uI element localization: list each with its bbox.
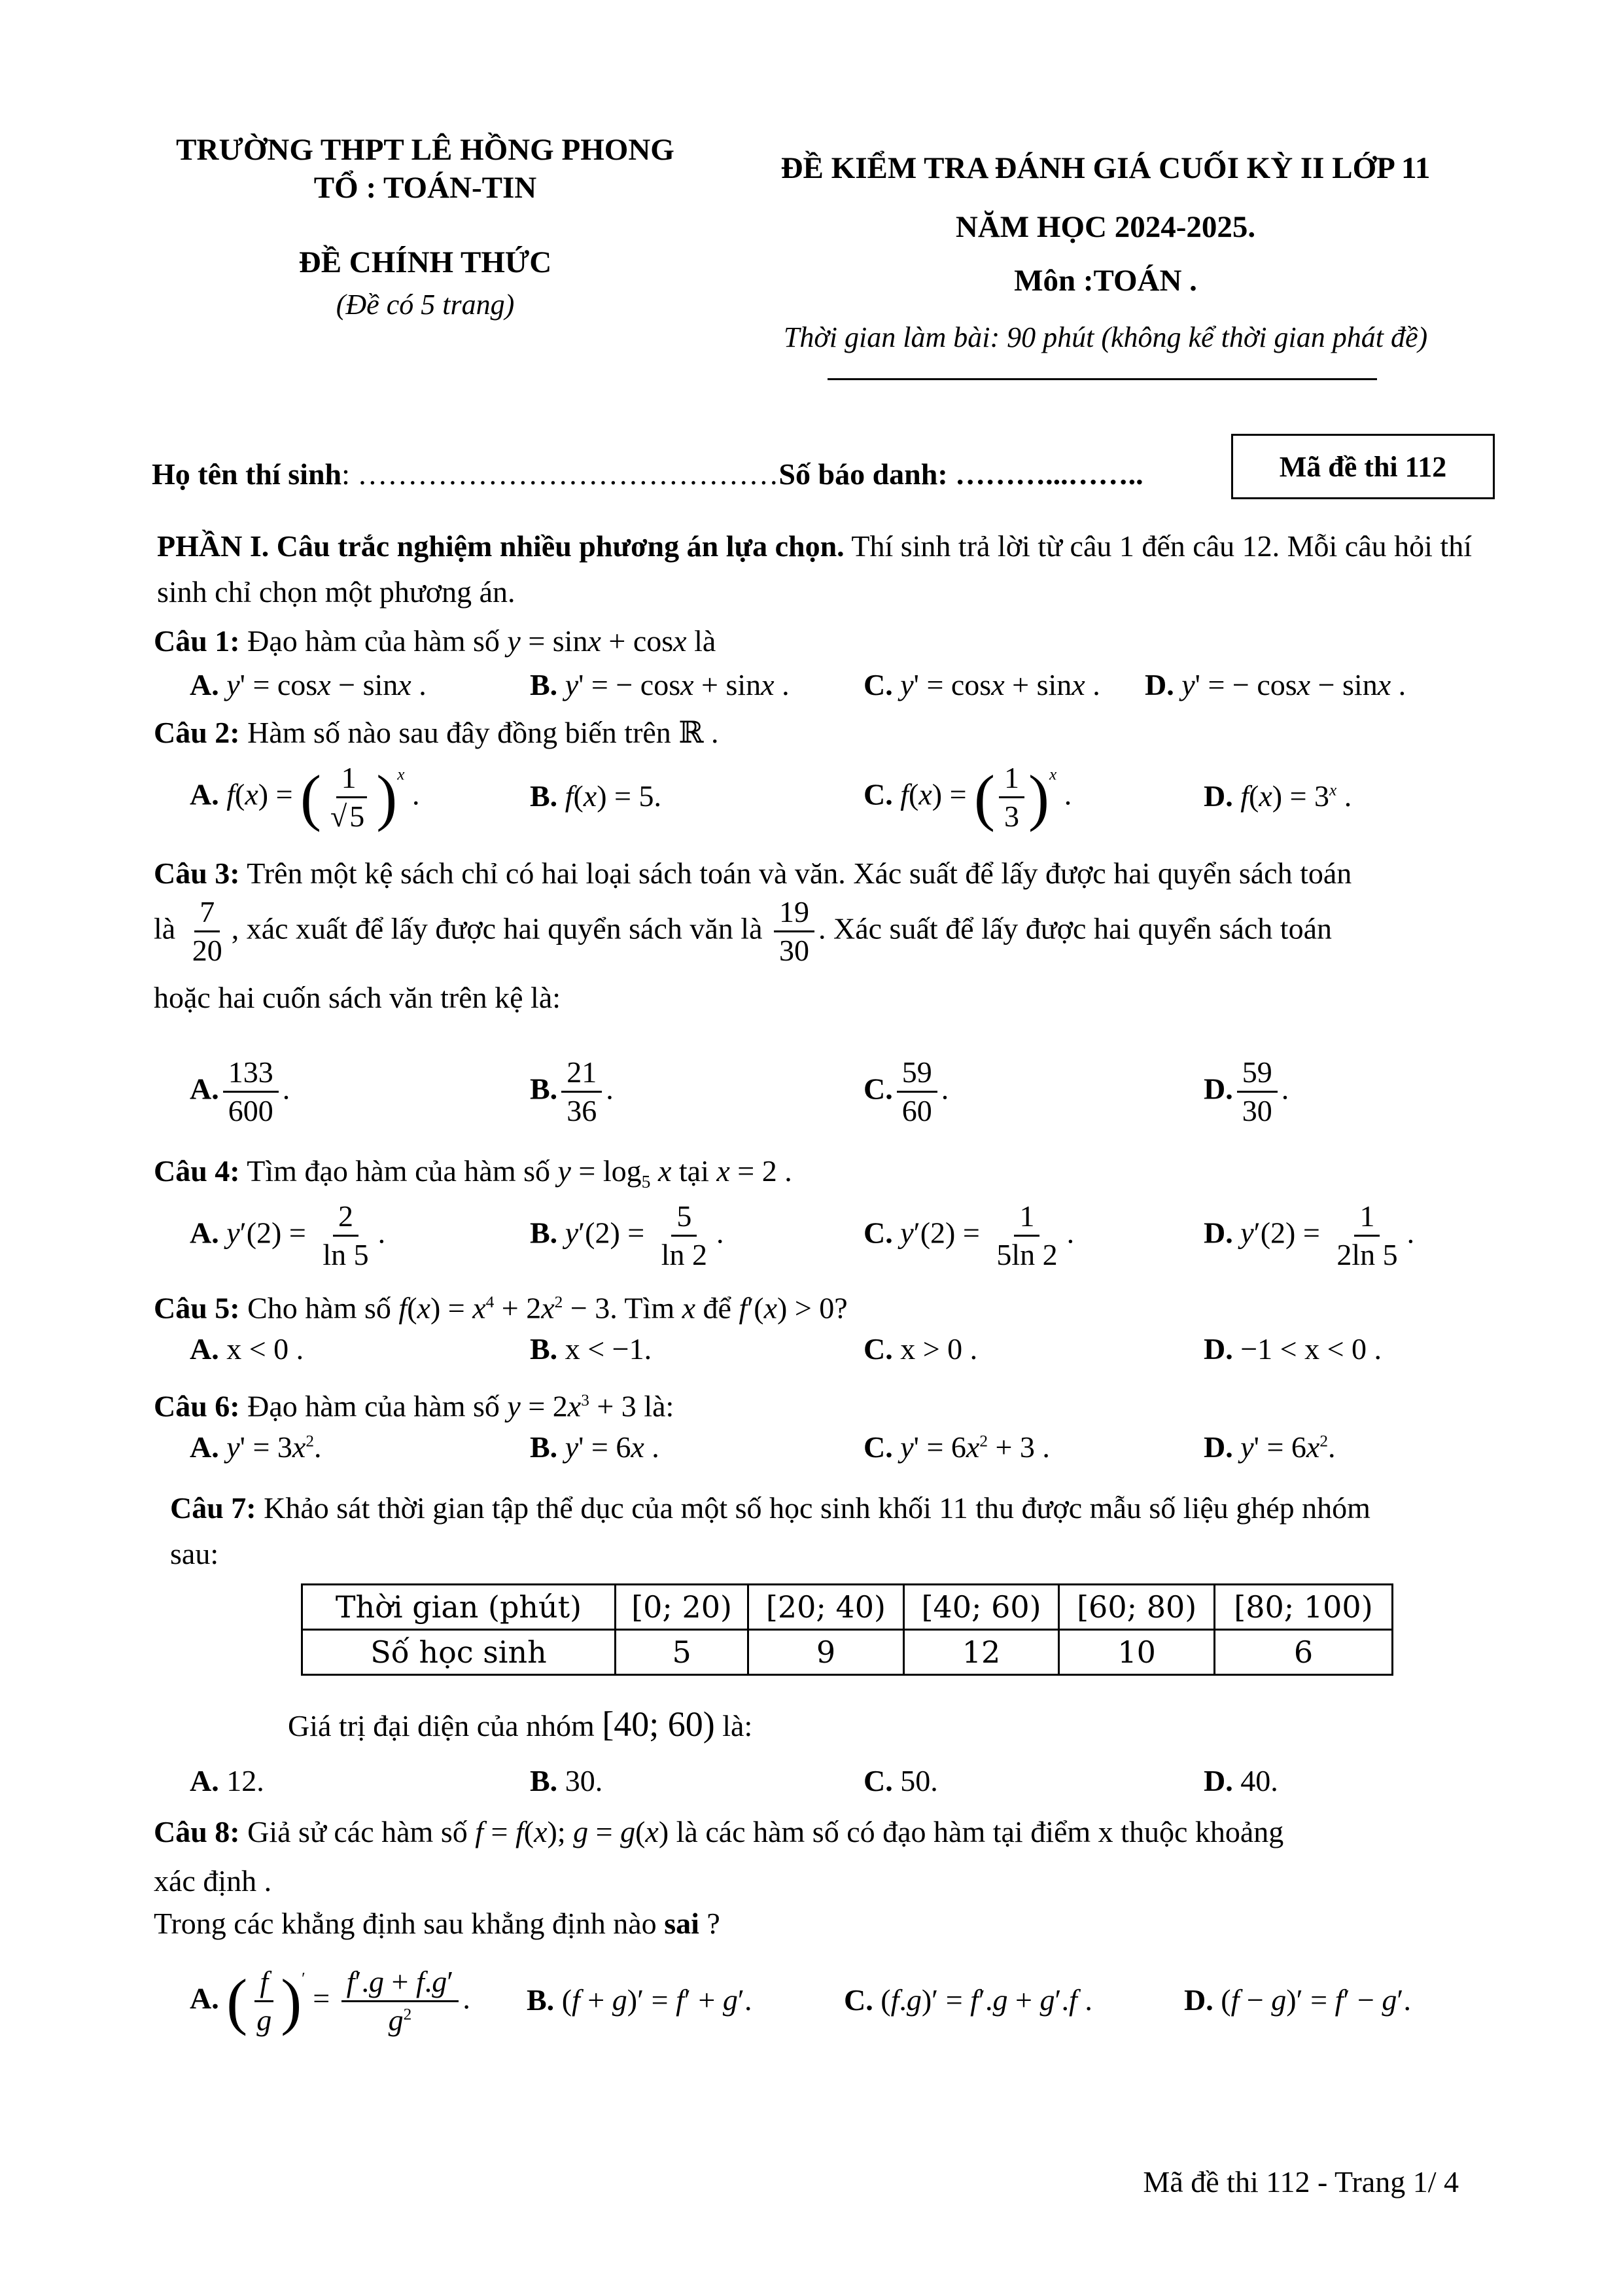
- formula: f: [475, 1815, 484, 1848]
- q7-option-c[interactable]: [864, 1763, 938, 1798]
- question-label: Câu 1:: [154, 624, 240, 658]
- candidate-id: Số báo danh: ………...……..: [778, 457, 1143, 491]
- option-label: B.: [530, 1332, 558, 1366]
- exam-title: ĐỀ KIỂM TRA ĐÁNH GIÁ CUỐI KỲ II LỚP 11: [780, 151, 1431, 185]
- question-label: Câu 8:: [154, 1815, 240, 1848]
- fraction-numerator: 21: [561, 1057, 602, 1093]
- table-cell: 5: [616, 1630, 748, 1675]
- q6-option-c[interactable]: C. $y' = 6x^2 + 3$ .: [864, 1430, 1050, 1464]
- q4-option-b[interactable]: B. y′(2) = $\frac{5}{\ln 2}$ .: [530, 1199, 724, 1272]
- q7-option-a[interactable]: [190, 1763, 264, 1798]
- question-8-line2: xác định .: [154, 1864, 272, 1898]
- fraction-numerator: 59: [1237, 1057, 1278, 1093]
- fraction-denominator: 20: [192, 934, 222, 968]
- q5-option-d[interactable]: [1204, 1332, 1382, 1366]
- school-name: TRƯỜNG THPT LÊ HỒNG PHONG: [176, 133, 674, 167]
- option-label: C.: [864, 1072, 893, 1106]
- option-value: 40.: [1232, 1764, 1278, 1797]
- question-text: Đạo hàm của hàm số: [239, 624, 508, 658]
- option-value: 30.: [557, 1764, 603, 1797]
- fraction-denominator: 30: [779, 934, 809, 968]
- question-6: Câu 6: Đạo hàm của hàm số $y = 2x^3 + 3$ là:: [154, 1389, 674, 1423]
- question-text: Giá trị đại diện của nhóm: [288, 1709, 602, 1742]
- question-text: Khảo sát thời gian tập thể dục của một số học sinh khối 11 thu được mẫu số liệu ghép nhóm: [256, 1491, 1370, 1525]
- school-year: NĂM HỌC 2024-2025.: [955, 210, 1256, 244]
- q8-option-c[interactable]: C. (f.g)′ = f′.g + g′.f .: [844, 1983, 1092, 2017]
- question-text: Hàm số nào sau đây đồng biến trên ℝ .: [239, 716, 719, 749]
- fraction-numerator: 59: [897, 1057, 937, 1093]
- question-2: [154, 710, 719, 756]
- question-text: . Xác suất để lấy được hai quyển sách toán: [818, 911, 1332, 945]
- option-label: A.: [190, 1216, 219, 1250]
- q6-option-d[interactable]: D. $y' = 6x^2$.: [1204, 1430, 1336, 1464]
- q3-option-b[interactable]: B. $\frac{21}{36}$ .: [530, 1055, 614, 1128]
- question-8-line3: [154, 1901, 720, 1947]
- question-7: [170, 1485, 1370, 1531]
- q3-option-a[interactable]: A. $\frac{133}{600}$ .: [190, 1055, 290, 1128]
- option-label: D.: [1204, 1216, 1233, 1250]
- pages-note: (Đề có 5 trang): [336, 289, 515, 321]
- table-cell: [80; 100): [1214, 1585, 1392, 1630]
- option-label: A.: [190, 777, 219, 811]
- q3-option-d[interactable]: D. $\frac{59}{30}$ .: [1204, 1055, 1289, 1128]
- q2-option-d[interactable]: D. $f(x) = 3^x$ .: [1204, 779, 1352, 813]
- time-note: Thời gian làm bài: 90 phút (không kể thời gian phát đề): [783, 321, 1428, 353]
- option-label: C.: [864, 1764, 893, 1797]
- exam-code-box: Mã đề thi 112: [1231, 434, 1495, 499]
- question-label: Câu 2:: [154, 716, 240, 749]
- option-value: x < 0 .: [226, 1332, 304, 1366]
- time-frequency-table: [301, 1583, 1393, 1676]
- header-rule: [828, 378, 1377, 380]
- q4-option-a[interactable]: A. y′(2) = $\frac{2}{\ln 5}$ .: [190, 1199, 386, 1272]
- table-cell: [20; 40): [748, 1585, 904, 1630]
- table-cell: 9: [748, 1630, 904, 1675]
- q8-option-d[interactable]: D. (f − g)′ = f′ − g′.: [1184, 1983, 1411, 2017]
- q1-option-c[interactable]: C. y' = cosx + sinx .: [864, 668, 1100, 701]
- option-label: C.: [864, 1216, 893, 1250]
- fraction-denominator: 2ln 5: [1336, 1238, 1398, 1272]
- fraction-denominator: 30: [1242, 1094, 1272, 1128]
- q8-option-b[interactable]: B. (f + g)′ = f′ + g′.: [527, 1983, 752, 2017]
- option-label: C.: [844, 1983, 873, 2017]
- table-cell: [40; 60): [903, 1585, 1059, 1630]
- question-text: là: [686, 624, 716, 658]
- option-label: B.: [530, 668, 558, 701]
- option-label: B.: [527, 1983, 555, 2017]
- question-3-line2: [154, 896, 1332, 967]
- part1-instruction: Thí sinh trả lời từ câu 1 đến câu 12. Mỗi câu hỏi thí sinh chỉ chọn một phương án.: [157, 529, 1472, 609]
- option-label: C.: [864, 1332, 893, 1366]
- option-label: C.: [864, 1430, 893, 1464]
- name-label: Họ tên thí sinh: [152, 457, 342, 491]
- option-label: B.: [530, 1430, 558, 1464]
- option-label: C.: [864, 777, 893, 811]
- question-text: là: [154, 911, 183, 945]
- q2-option-b[interactable]: B. f(x) = 5.: [530, 779, 661, 813]
- option-label: C.: [864, 668, 893, 701]
- fraction-denominator: 60: [901, 1094, 932, 1128]
- question-7-prompt: [288, 1701, 752, 1749]
- option-label: D.: [1204, 1332, 1233, 1366]
- formula: y: [557, 1154, 571, 1188]
- table-cell: [60; 80): [1059, 1585, 1215, 1630]
- question-text: Giả sử các hàm số: [239, 1815, 476, 1848]
- option-label: A.: [190, 1764, 219, 1797]
- part1-title: PHẦN I. Câu trắc nghiệm nhiều phương án lựa chọn.: [157, 529, 845, 563]
- q5-option-a[interactable]: [190, 1332, 304, 1366]
- fraction-numerator: 7: [194, 896, 220, 932]
- question-label: Câu 7:: [170, 1491, 256, 1525]
- table-row: [302, 1585, 1393, 1630]
- option-label: A.: [190, 1072, 219, 1106]
- q2-option-c[interactable]: C. f(x) = ( $\frac{1}{3}$ )$^x$ .: [864, 761, 1072, 834]
- option-label: D.: [1204, 779, 1233, 813]
- option-value: x < −1.: [565, 1332, 652, 1366]
- fraction-numerator: 1: [1014, 1201, 1039, 1237]
- question-text: Tìm đạo hàm của hàm số: [239, 1154, 558, 1188]
- q2-option-a[interactable]: A. f(x) = ( $\frac{1}{√5}$ )$^x$ .: [190, 761, 420, 834]
- question-7-line2: sau:: [170, 1537, 219, 1570]
- table-cell: 6: [1214, 1630, 1392, 1675]
- fraction-numerator: 2: [333, 1201, 358, 1237]
- table-cell: Số học sinh: [302, 1630, 616, 1675]
- group-interval: [40; 60): [602, 1704, 715, 1744]
- question-text: Trong các khẳng định sau khẳng định nào: [154, 1907, 665, 1940]
- fraction-denominator: 5ln 2: [996, 1238, 1058, 1272]
- option-label: B.: [530, 1764, 558, 1797]
- option-label: A.: [190, 1430, 219, 1464]
- option-label: D.: [1204, 1072, 1233, 1106]
- q4-option-c[interactable]: C. y′(2) = $\frac{1}{5\ln 2}$ .: [864, 1199, 1075, 1272]
- table-cell: Thời gian (phút): [302, 1585, 616, 1630]
- question-label: Câu 5:: [154, 1291, 240, 1325]
- question-label: Câu 4:: [154, 1154, 240, 1188]
- question-4: Câu 4: Tìm đạo hàm của hàm số $y = \log_5 x$ tại x = 2 .: [154, 1154, 792, 1192]
- question-text: . Tìm: [610, 1291, 682, 1325]
- option-value: 50.: [892, 1764, 938, 1797]
- question-1: Câu 1: Đạo hàm của hàm số y = sinx + cosx là: [154, 624, 716, 658]
- student-info-line: [152, 451, 1143, 497]
- option-label: D.: [1204, 1430, 1233, 1464]
- q1-option-a[interactable]: A. y' = cosx − sinx .: [190, 668, 427, 701]
- official-label: ĐỀ CHÍNH THỨC: [298, 245, 552, 279]
- question-text: tại: [671, 1154, 717, 1188]
- table-row: [302, 1630, 1393, 1675]
- option-label: B.: [530, 779, 558, 813]
- fraction-numerator: 19: [774, 896, 814, 932]
- formula: y: [507, 624, 521, 658]
- option-label: D.: [1204, 1764, 1233, 1797]
- question-text: , xác xuất để lấy được hai quyển sách văn là: [231, 911, 770, 945]
- q6-option-b[interactable]: B. y' = 6x .: [530, 1430, 659, 1464]
- question-5: Câu 5: Cho hàm số $f(x) = x^4 + 2x^2 - 3$. Tìm x để f′(x) > 0?: [154, 1291, 848, 1325]
- table-cell: [0; 20): [616, 1585, 748, 1630]
- q7-option-b[interactable]: [530, 1763, 602, 1798]
- question-text: Trên một kệ sách chỉ có hai loại sách toán và văn. Xác suất để lấy được hai quyển sách toán: [239, 857, 1352, 890]
- department: TỔ : TOÁN-TIN: [313, 171, 537, 205]
- fraction-denominator: ln 2: [661, 1238, 708, 1272]
- question-text: để: [695, 1291, 739, 1325]
- question-text: là:: [714, 1709, 753, 1742]
- question-label: Câu 6:: [154, 1389, 240, 1423]
- question-text: Đạo hàm của hàm số: [239, 1389, 508, 1423]
- table-cell: 12: [903, 1630, 1059, 1675]
- q3-option-c[interactable]: C. $\frac{59}{60}$ .: [864, 1055, 949, 1128]
- q5-option-c[interactable]: [864, 1332, 977, 1366]
- question-label: Câu 3:: [154, 857, 240, 890]
- question-text: là:: [636, 1389, 674, 1423]
- page-footer: Mã đề thi 112 - Trang 1/ 4: [1143, 2165, 1459, 2199]
- q8-option-a[interactable]: A. ( $\frac{f}{g}$ )′ = $\frac{f'.g + f.g'}{g^2}$ .: [190, 1965, 470, 2038]
- option-value: −1 < x < 0 .: [1240, 1332, 1382, 1366]
- subject: Môn :TOÁN .: [1014, 264, 1197, 298]
- question-3-line3: hoặc hai cuốn sách văn trên kệ là:: [154, 981, 561, 1014]
- question-text: ?: [699, 1907, 720, 1940]
- fraction-numerator: 1: [1354, 1201, 1380, 1237]
- q1-option-b[interactable]: B. y' = − cosx + sinx .: [530, 668, 790, 701]
- option-label: D.: [1184, 1983, 1213, 2017]
- option-value: 12.: [218, 1764, 264, 1797]
- fraction-numerator: 5: [671, 1201, 697, 1237]
- q5-option-b[interactable]: [530, 1332, 652, 1366]
- option-label: A.: [190, 1332, 219, 1366]
- question-3: [154, 851, 1352, 896]
- option-label: B.: [530, 1072, 558, 1106]
- fraction-denominator: ln 5: [323, 1238, 369, 1272]
- part1-heading: [157, 523, 1498, 615]
- q7-option-d[interactable]: [1204, 1763, 1278, 1798]
- formula: y: [507, 1389, 521, 1423]
- emphasis-wrong: sai: [664, 1907, 699, 1940]
- option-value: x > 0 .: [900, 1332, 978, 1366]
- name-dots: : ……………………………………: [341, 457, 779, 491]
- q6-option-a[interactable]: A. $y' = 3x^2$.: [190, 1430, 322, 1464]
- fraction-denominator: 36: [567, 1094, 597, 1128]
- q1-option-d[interactable]: D. y' = − cosx − sinx .: [1145, 668, 1406, 701]
- fraction-denominator: 600: [228, 1094, 273, 1128]
- fraction-numerator: 133: [223, 1057, 279, 1093]
- q4-option-d[interactable]: D. y′(2) = $\frac{1}{2\ln 5}$ .: [1204, 1199, 1415, 1272]
- option-label: A.: [190, 668, 219, 701]
- option-label: A.: [190, 1981, 219, 2015]
- option-label: D.: [1145, 668, 1174, 701]
- formula: f: [398, 1291, 408, 1325]
- table-cell: 10: [1059, 1630, 1215, 1675]
- option-label: B.: [530, 1216, 558, 1250]
- question-text: Cho hàm số: [239, 1291, 399, 1325]
- question-text: là các hàm số có đạo hàm tại điểm x thuộc khoảng: [669, 1815, 1284, 1848]
- question-8: Câu 8: Giả sử các hàm số f = f(x); g = g(x) là các hàm số có đạo hàm tại điểm x thuộc khoảng: [154, 1815, 1284, 1848]
